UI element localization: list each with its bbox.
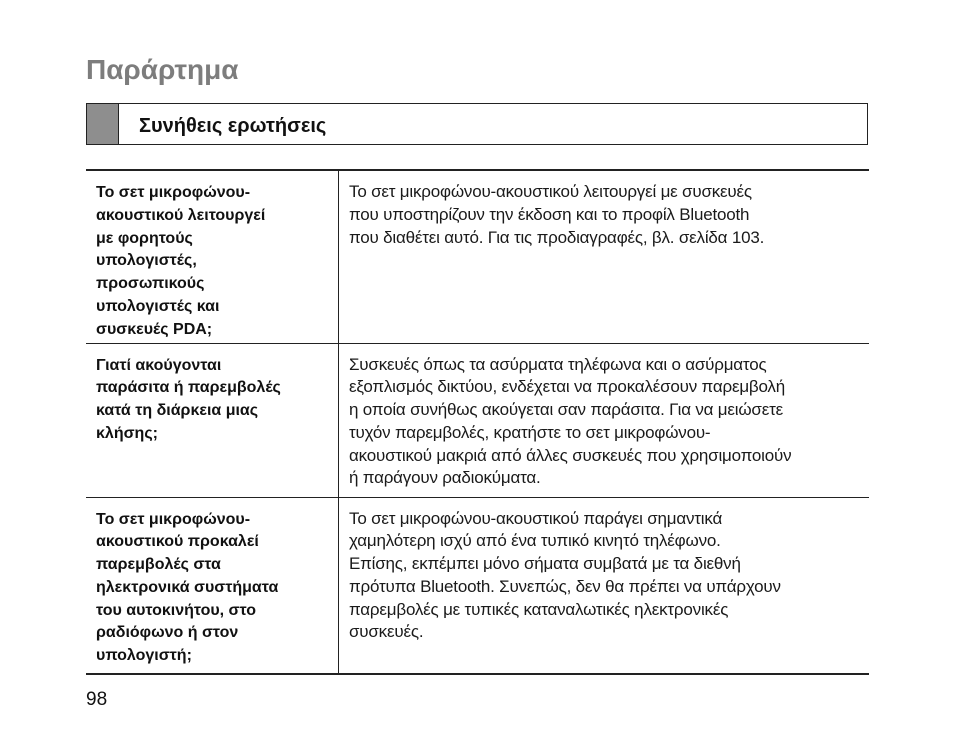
- faq-answer: Το σετ μικροφώνου-ακουστικού παράγει σημαντικά χαμηλότερη ισχύ από ένα τυπικό κινητό τηλέφωνο. Επίσης, εκπέμπει μόνο σήματα συμβατά με τα διεθνή πρότυπα Bluetooth. Συνεπώς, δεν θα πρέπει να υπάρχουν παρεμβολές με τυπικές καταναλωτικές ηλεκτρονικές συσκευές.: [349, 508, 781, 642]
- faq-table: [86, 169, 869, 675]
- page-number: 98: [86, 689, 108, 710]
- section-marker: [87, 104, 119, 144]
- faq-row: [86, 343, 869, 497]
- faq-answer-cell: [339, 170, 870, 343]
- section-header: [86, 103, 868, 145]
- faq-answer: Το σετ μικροφώνου-ακουστικού λειτουργεί με συσκευές που υποστηρίζουν την έκδοση και το προφίλ Bluetooth που διαθέτει αυτό. Για τις προδιαγραφές, βλ. σελίδα 103.: [349, 182, 765, 247]
- faq-question: Το σετ μικροφώνου- ακουστικού προκαλεί παρεμβολές στα ηλεκτρονικά συστήματα του αυτοκινήτου, στο ραδιόφωνο ή στον υπολογιστή;: [96, 510, 279, 665]
- faq-answer: Συσκευές όπως τα ασύρματα τηλέφωνα και ο ασύρματος εξοπλισμός δικτύου, ενδέχεται να προκαλέσουν παρεμβολή η οποία συνήθως ακούγεται σαν παράσιτα. Για να μειώσετε τυχόν παρεμβολές, κρατήστε το σετ μικροφώνου- ακουστικού μακριά από άλλες συσκευές που χρησιμοποιούν ή παράγουν ραδιοκύματα.: [349, 354, 792, 488]
- page-title: Παράρτημα: [86, 54, 239, 85]
- faq-row: [86, 170, 869, 343]
- faq-question-cell: [86, 170, 339, 343]
- faq-question-cell: [86, 497, 339, 674]
- faq-answer-cell: [339, 497, 870, 674]
- section-title: Συνήθεις ερωτήσεις: [139, 115, 327, 137]
- faq-answer-cell: [339, 343, 870, 497]
- faq-row: [86, 497, 869, 674]
- faq-question: Γιατί ακούγονται παράσιτα ή παρεμβολές κατά τη διάρκεια μιας κλήσης;: [96, 356, 281, 442]
- faq-question-cell: [86, 343, 339, 497]
- faq-question: Το σετ μικροφώνου- ακουστικού λειτουργεί με φορητούς υπολογιστές, προσωπικούς υπολογιστές και συσκευές PDA;: [96, 184, 266, 338]
